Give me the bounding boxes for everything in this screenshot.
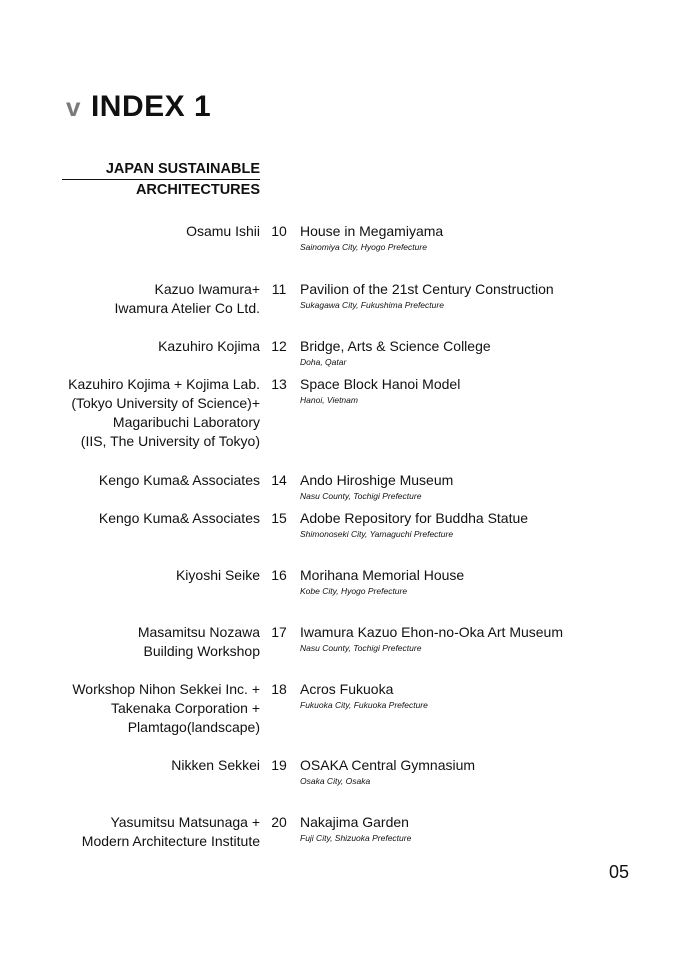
page-ref: 16 — [271, 567, 287, 583]
project-location: Shimonoseki City, Yamaguchi Prefecture — [300, 529, 454, 539]
project-location: Nasu County, Tochigi Prefecture — [300, 643, 422, 653]
page-ref: 13 — [271, 376, 287, 392]
page-ref: 14 — [271, 472, 287, 488]
page-number: 05 — [609, 862, 630, 882]
project-title: House in Megamiyama — [300, 223, 444, 239]
project-title: Acros Fukuoka — [300, 681, 394, 697]
architect-name: Masamitsu Nozawa Building Workshop — [137, 624, 260, 659]
title-text: INDEX 1 — [90, 90, 212, 123]
architect-name: Osamu Ishii — [186, 223, 260, 239]
project-title: Pavilion of the 21st Century Construction — [300, 281, 554, 297]
architect-name: Nikken Sekkei — [171, 757, 260, 773]
project-location: Hanoi, Vietnam — [300, 395, 358, 405]
section-heading-line2: ARCHITECTURES — [135, 182, 260, 198]
page-ref: 15 — [271, 510, 287, 526]
project-location: Fukuoka City, Fukuoka Prefecture — [300, 700, 428, 710]
page-ref: 12 — [271, 338, 287, 354]
architect-name: Yasumitsu Matsunaga + Modern Architecture Institute — [81, 814, 260, 849]
page-ref: 10 — [271, 223, 287, 239]
project-location: Osaka City, Osaka — [300, 776, 371, 786]
page-ref: 20 — [271, 814, 287, 830]
project-title: Adobe Repository for Buddha Statue — [300, 510, 529, 526]
project-title: Ando Hiroshige Museum — [300, 472, 454, 488]
title-marker: v — [66, 92, 81, 122]
page-ref: 19 — [271, 757, 287, 773]
architect-name: Kengo Kuma& Associates — [98, 472, 260, 488]
project-location: Nasu County, Tochigi Prefecture — [300, 491, 422, 501]
project-title: Bridge, Arts & Science College — [300, 338, 491, 354]
section-heading — [62, 160, 260, 199]
project-location: Kobe City, Hyogo Prefecture — [300, 586, 408, 596]
architect-name: Kengo Kuma& Associates — [98, 510, 260, 526]
project-title: Iwamura Kazuo Ehon-no-Oka Art Museum — [300, 624, 564, 640]
architect-name: Kazuo Iwamura+ Iwamura Atelier Co Ltd. — [114, 281, 260, 316]
page-ref: 18 — [271, 681, 287, 697]
architect-name: Workshop Nihon Sekkei Inc. + Takenaka Corporation + Plamtago(landscape) — [72, 681, 260, 735]
project-location: Fuji City, Shizuoka Prefecture — [300, 833, 412, 843]
page-ref: 11 — [271, 281, 287, 297]
section-heading-line1: JAPAN SUSTAINABLE — [62, 160, 260, 180]
page-title — [66, 90, 211, 124]
project-location: Sainomiya City, Hyogo Prefecture — [300, 242, 427, 252]
project-title: Nakajima Garden — [300, 814, 409, 830]
project-location: Doha, Qatar — [300, 357, 347, 367]
architect-name: Kazuhiro Kojima + Kojima Lab. (Tokyo University of Science)+ Magaribuchi Laboratory (IIS, The University of Tokyo) — [68, 376, 260, 449]
page-ref: 17 — [271, 624, 287, 640]
project-location: Sukagawa City, Fukushima Prefecture — [300, 300, 444, 310]
architect-name: Kiyoshi Seike — [175, 567, 260, 583]
project-title: Morihana Memorial House — [300, 567, 465, 583]
architect-name: Kazuhiro Kojima — [158, 338, 260, 354]
project-title: OSAKA Central Gymnasium — [300, 757, 476, 773]
project-title: Space Block Hanoi Model — [300, 376, 461, 392]
